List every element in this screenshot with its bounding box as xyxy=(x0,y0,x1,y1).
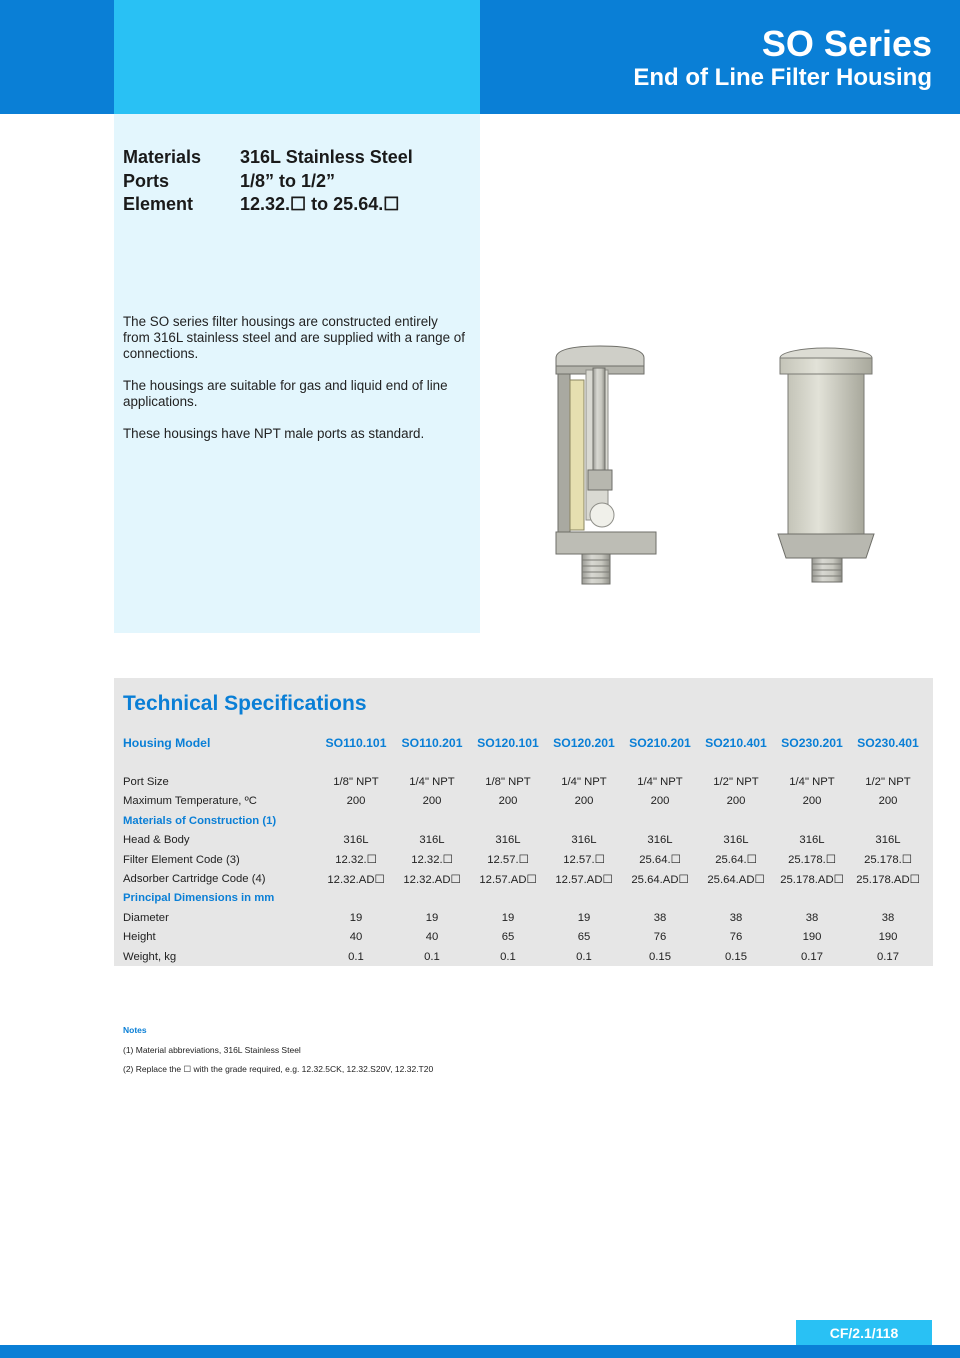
cutaway-housing-illustration xyxy=(556,346,656,584)
intro-paragraph: The housings are suitable for gas and liquid end of line applications. xyxy=(123,378,448,409)
page-title: SO Series xyxy=(761,23,932,64)
spec-cell: 200 xyxy=(574,795,594,808)
spec-cell: 19 xyxy=(501,911,515,924)
spec-cell: 1/4" NPT xyxy=(789,776,835,789)
model-header: SO210.401 xyxy=(705,736,767,750)
note-item: (1) Material abbreviations, 316L Stainless Steel xyxy=(123,1044,301,1055)
spec-label: Head & Body xyxy=(123,834,190,847)
summary-label: Materials xyxy=(123,147,202,167)
spec-row xyxy=(117,850,926,869)
spec-cell: 12.57.AD☐ xyxy=(555,873,613,886)
spec-cell: 200 xyxy=(726,795,746,808)
spec-row xyxy=(117,908,926,927)
spec-cell: 12.32.AD☐ xyxy=(327,873,385,886)
spec-cell: 200 xyxy=(422,795,442,808)
summary-value: 1/8” to 1/2” xyxy=(240,170,336,191)
spec-body xyxy=(117,772,926,966)
spec-cell: 0.1 xyxy=(576,950,592,963)
section-row xyxy=(117,889,926,908)
spec-cell: 40 xyxy=(425,931,439,944)
intro-paragraph: These housings have NPT male ports as standard. xyxy=(123,426,425,441)
spec-cell: 25.178.AD☐ xyxy=(780,873,844,886)
spec-cell: 316L xyxy=(343,834,369,847)
spec-cell: 0.15 xyxy=(649,950,671,963)
model-header: SO210.201 xyxy=(629,736,691,750)
spec-cell: 40 xyxy=(349,931,363,944)
spec-cell: 200 xyxy=(346,795,366,808)
spec-cell: 12.32.AD☐ xyxy=(403,873,461,886)
spec-row xyxy=(117,947,926,966)
page-subtitle: End of Line Filter Housing xyxy=(633,64,932,91)
spec-cell: 316L xyxy=(495,834,521,847)
section-heading: Principal Dimensions in mm xyxy=(123,892,275,905)
spec-cell: 38 xyxy=(653,911,667,924)
spec-label: Filter Element Code (3) xyxy=(123,853,240,866)
intro-text xyxy=(123,314,468,458)
summary-value: 12.32.☐ to 25.64.☐ xyxy=(240,194,400,214)
spec-cell: 76 xyxy=(653,931,667,944)
spec-cell: 25.64.AD☐ xyxy=(631,873,689,886)
section-heading: Materials of Construction (1) xyxy=(123,814,277,827)
summary-row-materials xyxy=(123,146,413,170)
spec-cell: 19 xyxy=(577,911,591,924)
model-header: SO120.101 xyxy=(477,736,539,750)
spec-label: Weight, kg xyxy=(123,950,177,963)
spec-cell: 316L xyxy=(571,834,597,847)
spec-cell: 200 xyxy=(650,795,670,808)
spec-cell: 1/8" NPT xyxy=(485,776,531,789)
model-header: SO110.201 xyxy=(401,736,463,750)
spec-cell: 316L xyxy=(419,834,445,847)
spec-cell: 19 xyxy=(425,911,439,924)
summary-label: Element xyxy=(123,194,194,214)
summary-value: 316L Stainless Steel xyxy=(240,147,413,167)
model-header: SO230.201 xyxy=(781,736,843,750)
spec-cell: 0.1 xyxy=(424,950,440,963)
spec-label: Diameter xyxy=(123,911,169,924)
spec-cell: 200 xyxy=(498,795,518,808)
intro-paragraph: The SO series filter housings are constructed entirely from 316L stainless steel and are supplied with a range of connections. xyxy=(123,314,465,361)
spec-cell: 65 xyxy=(501,931,515,944)
spec-cell: 12.57.☐ xyxy=(487,854,529,867)
spec-cell: 200 xyxy=(802,795,822,808)
product-image xyxy=(548,340,896,590)
summary-label: Ports xyxy=(123,170,170,191)
spec-label: Adsorber Cartridge Code (4) xyxy=(123,873,266,886)
spec-cell: 25.178.AD☐ xyxy=(856,873,920,886)
spec-cell: 1/4" NPT xyxy=(637,776,683,789)
spacer-row xyxy=(117,753,926,772)
spec-cell: 25.178.☐ xyxy=(788,854,836,867)
assembled-housing-illustration xyxy=(778,348,874,582)
spec-cell: 25.64.☐ xyxy=(715,854,757,867)
page-code: CF/2.1/118 xyxy=(796,1320,932,1345)
spec-header-row xyxy=(117,733,926,753)
spec-cell: 1/8" NPT xyxy=(333,776,379,789)
spec-summary xyxy=(123,146,413,217)
spec-cell: 200 xyxy=(878,795,898,808)
model-header: SO110.101 xyxy=(325,736,387,750)
spec-label: Maximum Temperature, ºC xyxy=(123,795,257,808)
spec-cell: 0.1 xyxy=(500,950,516,963)
spec-cell: 25.64.AD☐ xyxy=(707,873,765,886)
spec-cell: 25.178.☐ xyxy=(864,854,912,867)
spec-cell: 25.64.☐ xyxy=(639,854,681,867)
spec-label: Port Size xyxy=(123,776,169,789)
housing-model-header: Housing Model xyxy=(123,736,211,750)
spec-row xyxy=(117,928,926,947)
spec-cell: 0.1 xyxy=(348,950,364,963)
spec-row xyxy=(117,792,926,811)
spec-cell: 190 xyxy=(802,931,822,944)
spec-cell: 76 xyxy=(729,931,743,944)
note-item: (2) Replace the ☐ with the grade required, e.g. 12.32.5CK, 12.32.S20V, 12.32.T20 xyxy=(123,1064,434,1074)
model-header: SO230.401 xyxy=(857,736,919,750)
spec-cell: 1/2" NPT xyxy=(865,776,911,789)
spec-cell: 19 xyxy=(349,911,363,924)
spec-cell: 316L xyxy=(723,834,749,847)
spec-cell: 1/4" NPT xyxy=(409,776,455,789)
spec-row xyxy=(117,831,926,850)
header-band-accent xyxy=(114,0,480,114)
summary-row-ports xyxy=(123,170,413,194)
header-band-left xyxy=(0,0,114,114)
spec-cell: 12.32.☐ xyxy=(411,854,453,867)
spec-cell: 65 xyxy=(577,931,591,944)
spec-row xyxy=(117,772,926,791)
spec-cell: 1/2" NPT xyxy=(713,776,759,789)
section-row xyxy=(117,811,926,830)
spec-cell: 38 xyxy=(881,911,895,924)
spec-cell: 12.57.AD☐ xyxy=(479,873,537,886)
spec-cell: 0.17 xyxy=(877,950,899,963)
spec-table xyxy=(117,733,926,966)
spec-cell: 38 xyxy=(729,911,743,924)
tech-spec-title: Technical Specifications xyxy=(123,692,367,715)
model-header: SO120.201 xyxy=(553,736,615,750)
footer-bar xyxy=(0,1345,960,1358)
spec-cell: 12.57.☐ xyxy=(563,854,605,867)
spec-cell: 316L xyxy=(875,834,901,847)
spec-cell: 38 xyxy=(805,911,819,924)
spec-cell: 316L xyxy=(799,834,825,847)
spec-cell: 1/4" NPT xyxy=(561,776,607,789)
notes xyxy=(123,1021,433,1080)
spec-cell: 190 xyxy=(878,931,898,944)
spec-cell: 316L xyxy=(647,834,673,847)
spec-cell: 12.32.☐ xyxy=(335,854,377,867)
notes-title: Notes xyxy=(123,1025,147,1035)
spec-cell: 0.15 xyxy=(725,950,747,963)
spec-cell: 0.17 xyxy=(801,950,823,963)
summary-row-element xyxy=(123,193,413,217)
spec-row xyxy=(117,869,926,888)
spec-label: Height xyxy=(123,931,156,944)
